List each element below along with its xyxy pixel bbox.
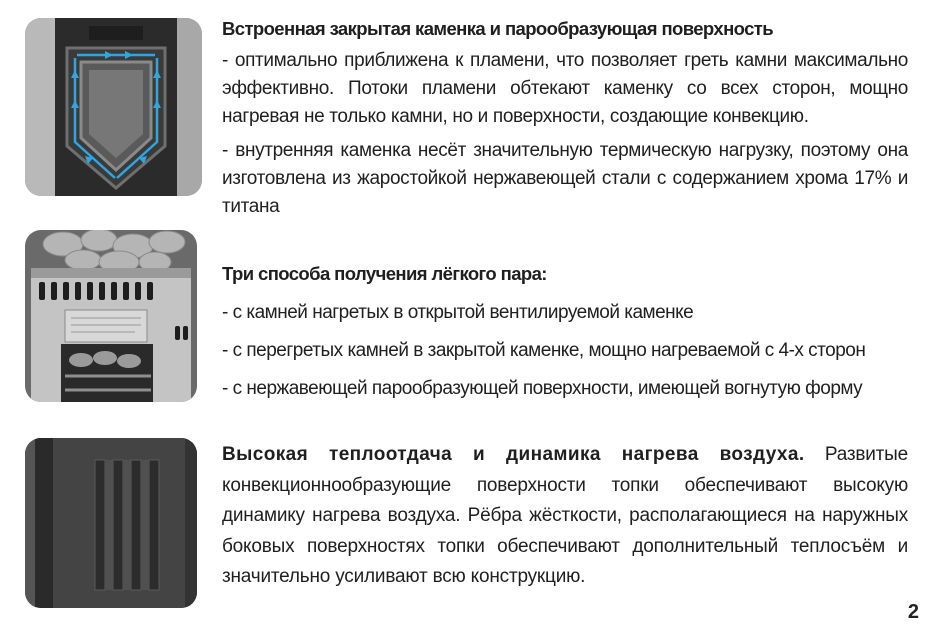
section-heading: Три способа получения лёгкого пара: — [222, 263, 547, 284]
list-item: - с перегретых камней в закрытой каменке, мощно нагреваемой с 4-х сторон — [222, 340, 866, 361]
stove-cross-section-illustration — [25, 18, 202, 196]
section-paragraph: - оптимально приближена к пламени, что позволяет греть камни максимально эффективно. Потоки пламени обтекают каменку со всех сторон, мощно нагревая не только камни, но и поверхности, создающие конвекцию. — [222, 50, 908, 127]
section-heading: Встроенная закрытая каменка и парообразующая поверхность — [222, 18, 774, 39]
section-lead: Высокая теплоотдача и динамика нагрева воздуха. — [222, 444, 805, 465]
section-paragraph: - внутренняя каменка несёт значительную термическую нагрузку, поэтому она изготовлена из жаростойкой нержавеющей стали с содержанием хрома 17% и титана — [222, 140, 908, 217]
section-steam-methods — [222, 262, 908, 408]
stove-stones-illustration — [25, 230, 197, 402]
list-item: - с нержавеющей парообразующей поверхности, имеющей вогнутую форму — [222, 378, 863, 399]
section-paragraph — [222, 440, 908, 593]
section-text: Развитые конвекционнообразующие поверхности топки обеспечивают высокую динамику нагрева воздуха. Рёбра жёсткости, располагающиеся на наружных боковых поверхностях топки обеспечивают дополнительный теплосъём и значительно усиливают всю конструкцию. — [222, 444, 909, 587]
section-heat-output — [222, 440, 908, 593]
section-closed-heater — [222, 17, 908, 227]
page-number: 2 — [907, 601, 919, 623]
list-item: - с камней нагретых в открытой вентилируемой каменке — [222, 302, 694, 323]
stove-side-ribs-illustration — [25, 438, 197, 608]
